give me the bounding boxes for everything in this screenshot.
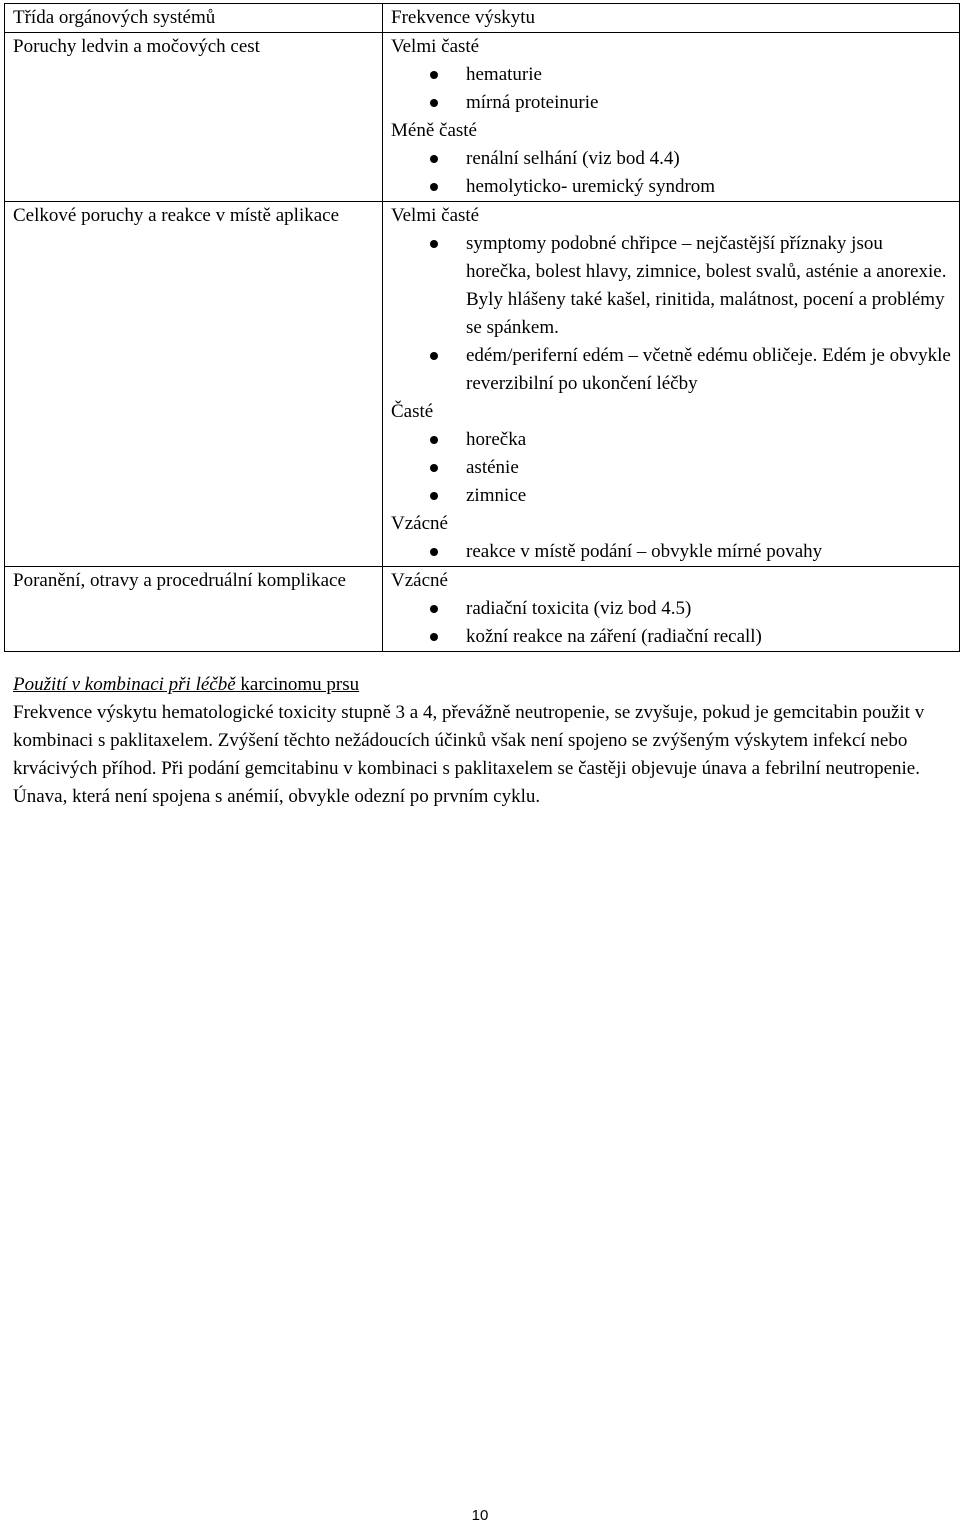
list-item: horečka	[391, 426, 951, 454]
list-item: edém/periferní edém – včetně edému obličeje. Edém je obvykle reverzibilní po ukončení léčby	[391, 342, 951, 398]
list-item: radiační toxicita (viz bod 4.5)	[391, 595, 951, 623]
table-row	[5, 202, 960, 567]
effect-list	[391, 145, 951, 201]
list-item: hematurie	[391, 61, 951, 89]
section-heading	[13, 671, 948, 699]
system-class-cell: Poranění, otravy a procedruální komplikace	[5, 567, 383, 652]
frequency-cell	[383, 33, 960, 202]
table-row	[5, 33, 960, 202]
frequency-cell	[383, 202, 960, 567]
adverse-effects-table	[4, 3, 960, 652]
frequency-label: Méně časté	[391, 120, 477, 141]
frequency-label: Časté	[391, 401, 434, 422]
list-item: hemolyticko- uremický syndrom	[391, 173, 951, 201]
list-item: renální selhání (viz bod 4.4)	[391, 145, 951, 173]
section-heading-plain: karcinomu prsu	[235, 674, 360, 695]
table-row	[5, 567, 960, 652]
system-class-cell: Celkové poruchy a reakce v místě aplikace	[5, 202, 383, 567]
section-heading-italic: Použití v kombinaci při léčbě	[13, 674, 236, 695]
list-item: mírná proteinurie	[391, 89, 951, 117]
frequency-label: Vzácné	[391, 513, 448, 534]
frequency-label: Velmi časté	[391, 36, 480, 57]
system-class-cell: Poruchy ledvin a močových cest	[5, 33, 383, 202]
list-item: asténie	[391, 454, 951, 482]
list-item: reakce v místě podání – obvykle mírné povahy	[391, 538, 951, 566]
frequency-label: Vzácné	[391, 570, 448, 591]
list-item: zimnice	[391, 482, 951, 510]
header-system-class: Třída orgánových systémů	[5, 4, 383, 33]
effect-list	[391, 426, 951, 510]
list-item: symptomy podobné chřipce – nejčastější příznaky jsou horečka, bolest hlavy, zimnice, bolest svalů, asténie a anorexie. Byly hlášeny také kašel, rinitida, malátnost, pocení a problémy se spánkem.	[391, 230, 951, 342]
paragraph-body: Frekvence výskytu hematologické toxicity stupně 3 a 4, převážně neutropenie, se zvyšuje, pokud je gemcitabin použit v kombinaci s paklitaxelem. Zvýšení těchto nežádoucích účinků však není spojeno se zvýšeným výskytem infekcí nebo krvácivých příhod. Při podání gemcitabinu v kombinaci s paklitaxelem se častěji objevuje únava a febrilní neutropenie. Únava, která není spojena s anémií, obvykle odezní po prvním cyklu.	[13, 702, 925, 807]
effect-list	[391, 595, 951, 651]
effect-list	[391, 538, 951, 566]
effect-list	[391, 230, 951, 398]
frequency-label: Velmi časté	[391, 205, 480, 226]
header-frequency: Frekvence výskytu	[383, 4, 960, 33]
frequency-cell	[383, 567, 960, 652]
combination-paragraph	[13, 671, 948, 811]
list-item: kožní reakce na záření (radiační recall)	[391, 623, 951, 651]
page-number: 10	[471, 1507, 489, 1524]
effect-list	[391, 61, 951, 117]
table-header-row	[5, 4, 960, 33]
